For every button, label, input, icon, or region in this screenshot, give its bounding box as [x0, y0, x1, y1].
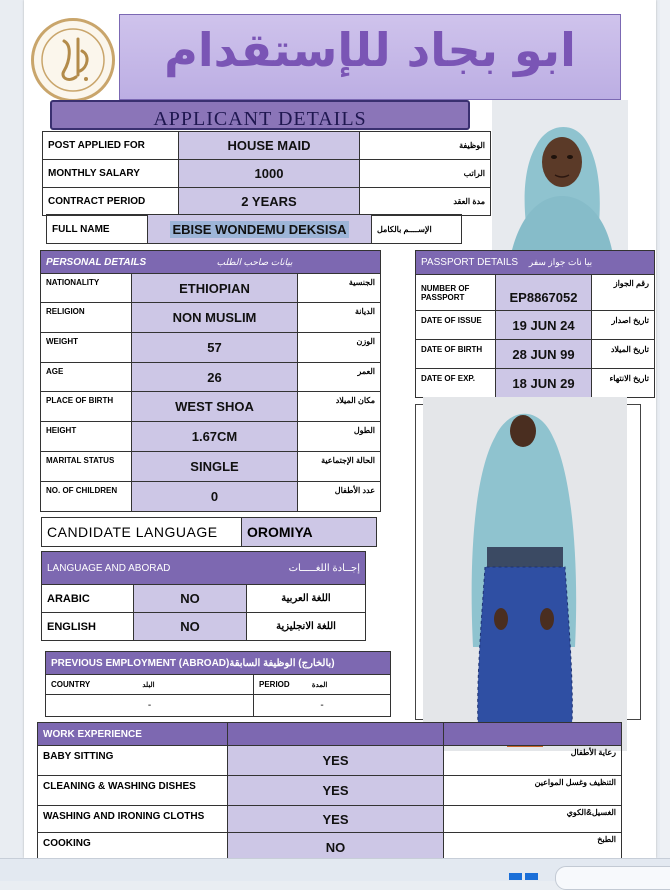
language-label: ARABIC — [42, 585, 134, 613]
full-name-label: FULL NAME — [47, 215, 148, 244]
passport-arabic-label: رقم الجواز — [592, 275, 655, 311]
language-row — [42, 613, 366, 641]
candidate-language-value: OROMIYA — [242, 518, 377, 547]
job-value: 2 YEARS — [179, 188, 360, 216]
taskbar-search-box[interactable] — [555, 866, 670, 890]
job-label: POST APPLIED FOR — [43, 132, 179, 160]
company-banner — [119, 14, 621, 100]
work-arabic-label: التنظيف وغسل المواعين — [444, 776, 622, 806]
job-arabic-label: الوظيفة — [360, 132, 491, 160]
work-row — [38, 806, 622, 833]
passport-value: 28 JUN 99 — [496, 340, 592, 369]
job-arabic-label: مدة العقد — [360, 188, 491, 216]
personal-value: 57 — [132, 333, 298, 363]
country-arabic: البلد — [142, 682, 155, 689]
personal-details-title-text: PERSONAL DETAILS — [46, 256, 147, 268]
work-experience-header-spacer — [444, 723, 622, 746]
personal-details-table — [40, 250, 381, 512]
work-label: BABY SITTING — [38, 746, 228, 776]
language-arabic-label: اللغة الانجليزية — [247, 613, 366, 641]
previous-employment-table — [45, 651, 391, 717]
personal-value: 0 — [132, 482, 298, 512]
language-title-arabic: إجــادة اللغـــــات — [288, 562, 360, 574]
work-value: NO — [228, 833, 444, 859]
personal-label: AGE — [41, 363, 132, 392]
work-row — [38, 776, 622, 806]
language-value: NO — [134, 613, 247, 641]
personal-details-title-spacer — [298, 251, 381, 274]
job-value: HOUSE MAID — [179, 132, 360, 160]
personal-row — [41, 422, 381, 452]
full-name-text: EBISE WONDEMU DEKSISA — [172, 221, 347, 237]
language-label: ENGLISH — [42, 613, 134, 641]
work-row — [38, 833, 622, 859]
applicant-face-photo — [492, 100, 628, 250]
passport-row — [416, 369, 655, 398]
personal-row — [41, 392, 381, 422]
language-table — [41, 551, 366, 641]
passport-label: DATE OF BIRTH — [416, 340, 496, 369]
personal-value: ETHIOPIAN — [132, 274, 298, 303]
previous-employment-title-text: PREVIOUS EMPLOYMENT (ABROAD) — [51, 657, 230, 669]
language-value: NO — [134, 585, 247, 613]
job-label: CONTRACT PERIOD — [43, 188, 179, 216]
personal-value: 26 — [132, 363, 298, 392]
personal-arabic-label: الوزن — [298, 333, 381, 363]
personal-row — [41, 303, 381, 333]
period-label: PERIOD — [259, 680, 290, 689]
passport-arabic-label: تاريخ الانتهاء — [592, 369, 655, 398]
work-value: YES — [228, 806, 444, 833]
full-name-value — [148, 215, 372, 244]
calligraphy-logo-icon — [31, 18, 115, 102]
full-name-arabic: الإســــم بالكامل — [372, 215, 462, 244]
personal-label: NO. OF CHILDREN — [41, 482, 132, 512]
work-label: COOKING — [38, 833, 228, 859]
personal-label: RELIGION — [41, 303, 132, 333]
passport-row — [416, 311, 655, 340]
personal-arabic-label: مكان الميلاد — [298, 392, 381, 422]
personal-row — [41, 363, 381, 392]
job-row — [43, 160, 491, 188]
work-value: YES — [228, 776, 444, 806]
personal-details-title-arabic: بيانات صاحب الطلب — [216, 256, 293, 267]
passport-value: 19 JUN 24 — [496, 311, 592, 340]
windows-start-icon-part[interactable] — [525, 873, 538, 880]
personal-value: SINGLE — [132, 452, 298, 482]
vertical-scrollbar[interactable] — [660, 0, 670, 858]
passport-details-title — [416, 251, 655, 275]
country-label: COUNTRY — [51, 680, 91, 689]
personal-arabic-label: العمر — [298, 363, 381, 392]
work-experience-title: WORK EXPERIENCE — [38, 723, 228, 746]
previous-employment-title — [46, 652, 391, 675]
passport-arabic-label: تاريخ اصدار — [592, 311, 655, 340]
job-row — [43, 132, 491, 160]
applicant-details-title: APPLICANT DETAILS — [153, 108, 367, 130]
personal-details-title — [41, 251, 298, 274]
company-name-arabic: ابو بجاد للإستقدام — [164, 23, 576, 77]
passport-details-table — [415, 250, 655, 398]
passport-value: 18 JUN 29 — [496, 369, 592, 398]
personal-row — [41, 333, 381, 363]
language-row — [42, 585, 366, 613]
personal-arabic-label: الطول — [298, 422, 381, 452]
passport-row — [416, 275, 655, 311]
personal-label: WEIGHT — [41, 333, 132, 363]
personal-arabic-label: الجنسية — [298, 274, 381, 303]
passport-row — [416, 340, 655, 369]
passport-label: DATE OF EXP. — [416, 369, 496, 398]
language-title — [42, 552, 366, 585]
personal-row — [41, 452, 381, 482]
passport-details-title-arabic: بيا نات جواز سفر — [528, 257, 593, 267]
personal-value: 1.67CM — [132, 422, 298, 452]
full-name-table — [46, 214, 462, 244]
personal-row — [41, 482, 381, 512]
language-arabic-label: اللغة العربية — [247, 585, 366, 613]
job-table — [42, 131, 491, 216]
period-arabic: المدة — [311, 682, 328, 689]
personal-value: NON MUSLIM — [132, 303, 298, 333]
passport-arabic-label: تاريخ الميلاد — [592, 340, 655, 369]
work-experience-header-spacer — [228, 723, 444, 746]
passport-label: DATE OF ISSUE — [416, 311, 496, 340]
passport-value: EP8867052 — [496, 275, 592, 311]
applicant-details-heading — [50, 100, 470, 130]
work-arabic-label: رعاية الأطفال — [444, 746, 622, 776]
windows-start-icon[interactable] — [509, 873, 522, 880]
job-value: 1000 — [179, 160, 360, 188]
personal-arabic-label: عدد الأطفال — [298, 482, 381, 512]
passport-label: NUMBER OF PASSPORT — [416, 275, 496, 311]
work-arabic-label: الطبخ — [444, 833, 622, 859]
work-experience-table — [37, 722, 622, 858]
work-label: CLEANING & WASHING DISHES — [38, 776, 228, 806]
applicant-full-body-photo — [423, 397, 627, 751]
personal-row — [41, 274, 381, 303]
candidate-language-label: CANDIDATE LANGUAGE — [42, 518, 242, 547]
work-arabic-label: الغسيل&الكوي — [444, 806, 622, 833]
personal-value: WEST SHOA — [132, 392, 298, 422]
candidate-language-table — [41, 517, 377, 547]
personal-label: PLACE OF BIRTH — [41, 392, 132, 422]
job-label: MONTHLY SALARY — [43, 160, 179, 188]
work-label: WASHING AND IRONING CLOTHS — [38, 806, 228, 833]
job-arabic-label: الراتب — [360, 160, 491, 188]
work-row — [38, 746, 622, 776]
period-value: - — [254, 695, 391, 717]
job-row — [43, 188, 491, 216]
language-title-text: LANGUAGE AND ABORAD — [47, 562, 171, 574]
passport-details-title-text: PASSPORT DETAILS — [421, 257, 519, 268]
document-page — [24, 0, 656, 858]
personal-label: HEIGHT — [41, 422, 132, 452]
personal-arabic-label: الديانة — [298, 303, 381, 333]
country-value: - — [46, 695, 254, 717]
personal-arabic-label: الحالة الإجتماعية — [298, 452, 381, 482]
personal-label: NATIONALITY — [41, 274, 132, 303]
personal-label: MARITAL STATUS — [41, 452, 132, 482]
country-header — [46, 675, 254, 695]
period-header — [254, 675, 391, 695]
work-value: YES — [228, 746, 444, 776]
previous-employment-title-arabic: (بالخارج) الوظيفة السابقة — [229, 657, 335, 669]
